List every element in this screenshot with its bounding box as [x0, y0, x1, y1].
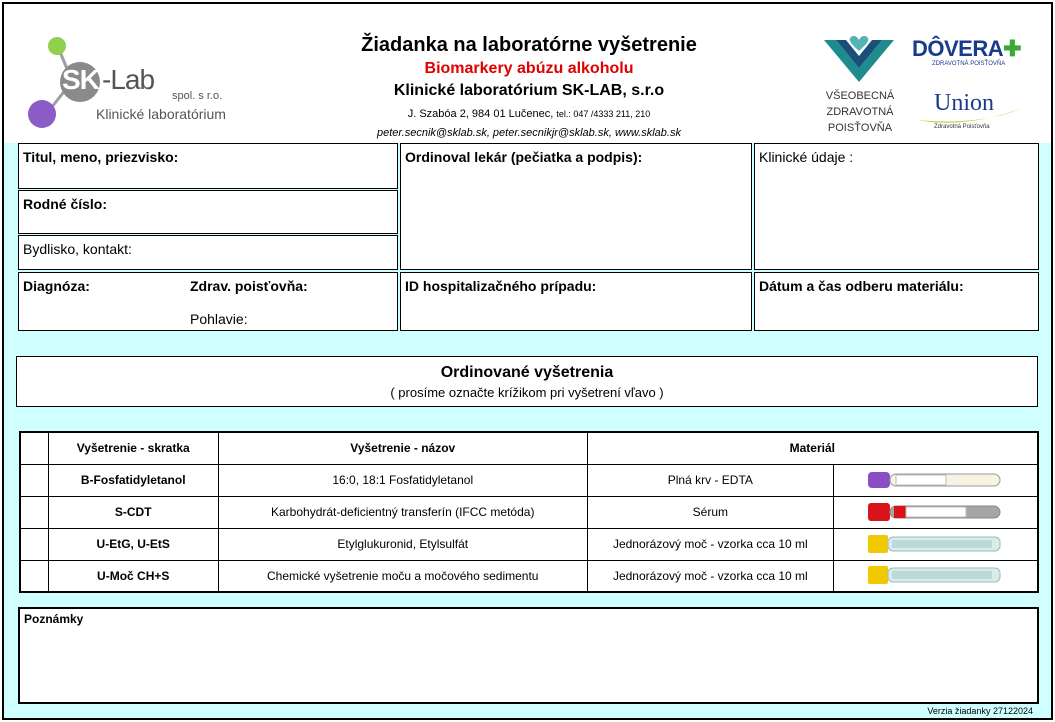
gender-label: Pohlavie:: [190, 311, 248, 327]
exam-material: Jednorázový moč - vzorka cca 10 ml: [587, 528, 833, 560]
ordering-doctor-field[interactable]: [400, 143, 752, 270]
check-header: [20, 432, 48, 464]
lab-phone: tel.: 047 /4333 211, 210: [556, 109, 651, 119]
logo-tagline: Klinické laboratórium: [96, 106, 226, 122]
exam-abbr: S-CDT: [48, 496, 218, 528]
sampling-datetime-field[interactable]: [754, 272, 1039, 331]
logo-name: -Lab: [102, 64, 155, 95]
patient-name-field[interactable]: [18, 143, 398, 189]
purple-dot-icon: [28, 100, 56, 128]
logo-sk: SK: [62, 64, 99, 95]
exam-material: Sérum: [587, 496, 833, 528]
exam-name: Karbohydrát-deficientný transferín (IFCC metóda): [218, 496, 587, 528]
union-sub: Zdravotná Poisťovňa: [934, 124, 990, 130]
diagnosis-insurance-field[interactable]: [18, 272, 398, 331]
edta-tube-icon: [866, 467, 1006, 491]
exam-abbr: B-Fosfatidyletanol: [48, 464, 218, 496]
exam-material: Plná krv - EDTA: [587, 464, 833, 496]
exam-material: Jednorázový moč - vzorka cca 10 ml: [587, 560, 833, 592]
patient-name-label: Titul, meno, priezvisko:: [23, 149, 179, 165]
urine-tube-icon: [866, 562, 1006, 586]
plus-icon: ✚: [1003, 36, 1022, 61]
address-contact-field[interactable]: [18, 235, 398, 270]
lab-name: Klinické laboratórium SK-LAB, s.r.o: [393, 82, 665, 99]
clinical-data-label: Klinické údaje :: [759, 149, 854, 165]
diagnosis-label: Diagnóza:: [23, 278, 90, 294]
lab-contacts: peter.secnik@sklab.sk, peter.secnikjr@sklab.sk, www.sklab.sk: [377, 127, 681, 139]
ordered-exams-header: [16, 356, 1038, 407]
tube-cell: [834, 496, 1038, 528]
exam-name: Etylglukuronid, Etylsulfát: [218, 528, 587, 560]
material-header: Materiál: [587, 432, 1038, 464]
vszp-logo-icon: [822, 34, 896, 86]
name-header: Vyšetrenie - názov: [218, 432, 587, 464]
notes-label: Poznámky: [24, 612, 84, 626]
lab-address-line: [304, 108, 754, 120]
union-swoosh-icon: [916, 104, 1026, 126]
exam-name: Chemické vyšetrenie moču a močového sedimentu: [218, 560, 587, 592]
dovera-logo: DÔVERA✚: [912, 36, 1022, 61]
table-row: [20, 560, 1038, 592]
union-logo: Union: [934, 90, 994, 116]
exam-name: 16:0, 18:1 Fosfatidyletanol: [218, 464, 587, 496]
ordering-doctor-label: Ordinoval lekár (pečiatka a podpis):: [405, 149, 643, 165]
vszp-name: VŠEOBECNÁ ZDRAVOTNÁ POISŤOVŇA: [825, 90, 895, 134]
address-contact-label: Bydlisko, kontakt:: [23, 241, 132, 257]
row-checkbox[interactable]: [20, 496, 48, 528]
birth-number-field[interactable]: [18, 190, 398, 234]
table-header-row: [20, 432, 1038, 464]
abbr-header: Vyšetrenie - skratka: [48, 432, 218, 464]
urine-tube-icon: [866, 531, 1006, 555]
green-dot-icon: [48, 37, 66, 55]
exam-table: [19, 431, 1039, 593]
exam-abbr: U-Moč CH+S: [48, 560, 218, 592]
tube-cell: [834, 464, 1038, 496]
hospitalization-id-field[interactable]: [400, 272, 752, 331]
form-version: Verzia žiadanky 27122024: [927, 706, 1033, 716]
hospitalization-id-label: ID hospitalizačného prípadu:: [405, 278, 597, 294]
row-checkbox[interactable]: [20, 464, 48, 496]
dovera-sub: ZDRAVOTNÁ POISŤOVŇA: [932, 61, 1006, 67]
table-row: [20, 464, 1038, 496]
clinical-data-field[interactable]: [754, 143, 1039, 270]
birth-number-label: Rodné číslo:: [23, 196, 108, 212]
row-checkbox[interactable]: [20, 528, 48, 560]
sampling-datetime-label: Dátum a čas odberu materiálu:: [759, 278, 964, 294]
tube-cell: [834, 560, 1038, 592]
form-subtitle: Biomarkery abúzu alkoholu: [424, 60, 634, 77]
lab-address: J. Szabóa 2, 984 01 Lučenec,: [407, 108, 554, 120]
form-title: Žiadanka na laboratórne vyšetrenie: [361, 34, 697, 56]
tube-cell: [834, 528, 1038, 560]
ordered-exams-note: ( prosíme označte krížikom pri vyšetrení vľavo ): [390, 385, 664, 400]
table-row: [20, 496, 1038, 528]
table-row: [20, 528, 1038, 560]
row-checkbox[interactable]: [20, 560, 48, 592]
ordered-exams-title: Ordinované vyšetrenia: [440, 364, 614, 381]
insurance-label: Zdrav. poisťovňa:: [190, 278, 308, 294]
request-form-sheet: [2, 2, 1053, 720]
exam-abbr: U-EtG, U-EtS: [48, 528, 218, 560]
serum-tube-icon: [866, 499, 1006, 523]
notes-field[interactable]: [18, 607, 1039, 704]
logo-suffix: spol. s r.o.: [172, 90, 223, 102]
